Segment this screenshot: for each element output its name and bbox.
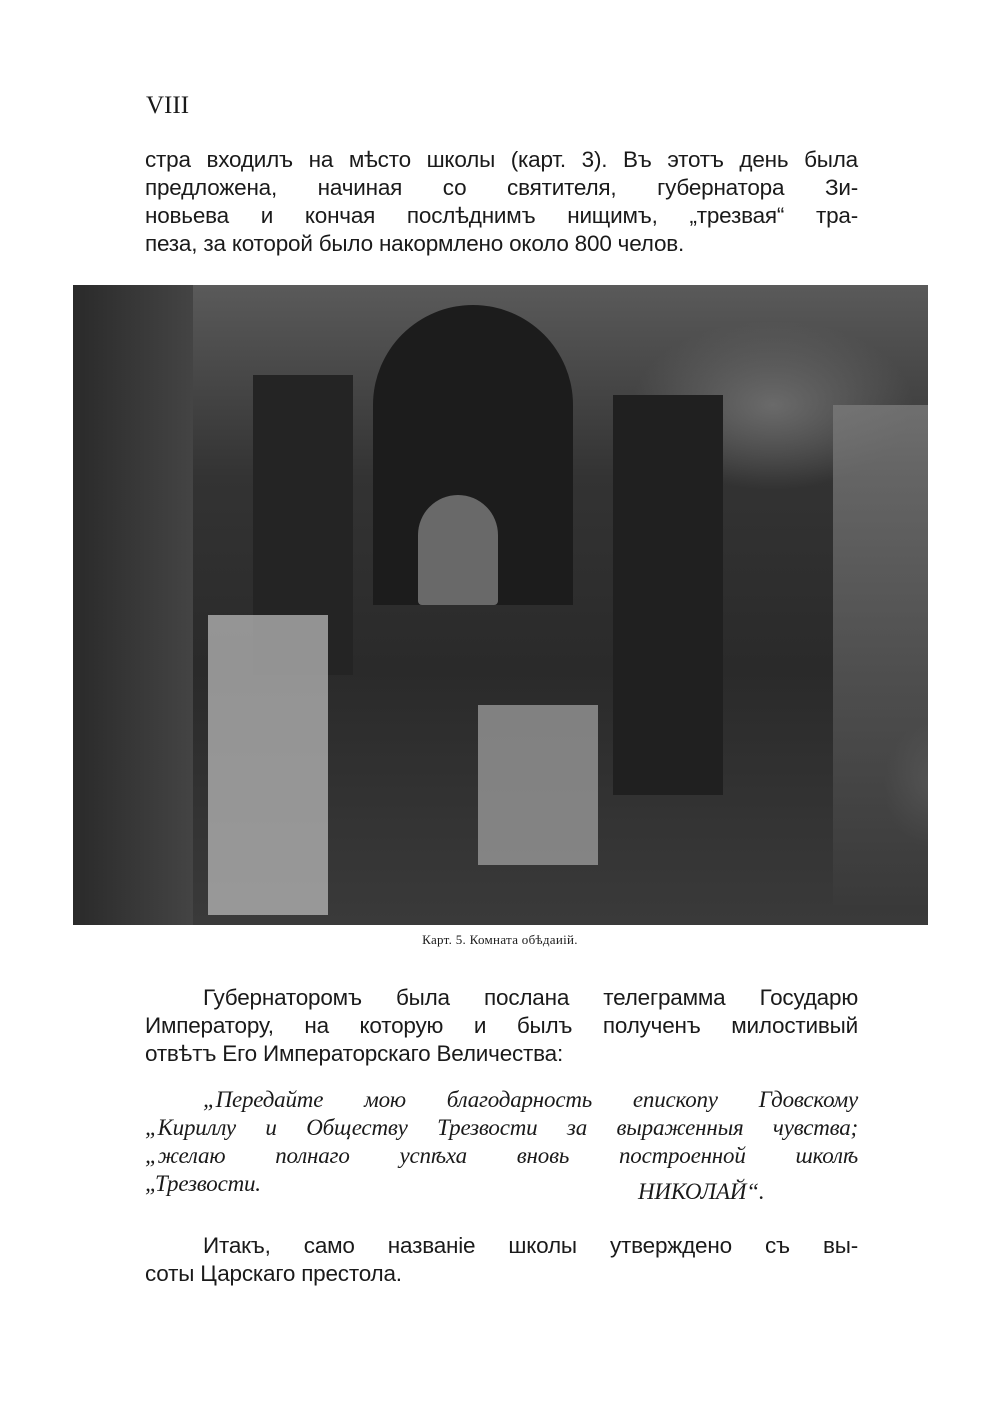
photo-lectern: [208, 615, 328, 915]
text-line: Императору, на которую и былъ полученъ милостивый: [145, 1013, 858, 1038]
figure-caption: Карт. 5. Комната обѣдаиій.: [422, 932, 578, 947]
photo-curtain-left: [73, 285, 193, 925]
text-line: отвѣтъ Его Императорскаго Величества:: [145, 1041, 564, 1066]
photo-dining-room: [73, 285, 928, 925]
quote-line: „Передайте мою благодарность епископу Гдовскому: [203, 1087, 858, 1112]
photo-icon-figure: [418, 495, 498, 605]
text-line: стра входилъ на мѣсто школы (карт. 3). Въ этотъ день была: [145, 147, 858, 172]
photo-table: [478, 705, 598, 865]
text-line: пеза, за которой было накормлено около 800 челов.: [145, 231, 685, 256]
signature: НИКОЛАЙ“.: [638, 1179, 765, 1204]
quote-line: „Кириллу и Обществу Трезвости за выраженныя чувства;: [145, 1115, 858, 1140]
photo-angel-right: [833, 405, 928, 905]
text-line: соты Царскаго престола.: [145, 1261, 402, 1286]
photo-banner-right: [613, 395, 723, 795]
quote-line: „желаю полнаго успѣха вновь построенной школѣ: [145, 1143, 858, 1168]
text-line: Губернаторомъ была послана телеграмма Государю: [203, 985, 858, 1010]
page-number: VIII: [146, 92, 190, 119]
text-line: предложена, начиная со святителя, губернатора Зи-: [145, 175, 858, 200]
quote-line: „Трезвости.: [145, 1171, 261, 1196]
text-line: Итакъ, само названіе школы утверждено съ вы-: [203, 1233, 858, 1258]
text-line: новьева и кончая послѣднимъ нищимъ, „трезвая“ тра-: [145, 203, 858, 228]
